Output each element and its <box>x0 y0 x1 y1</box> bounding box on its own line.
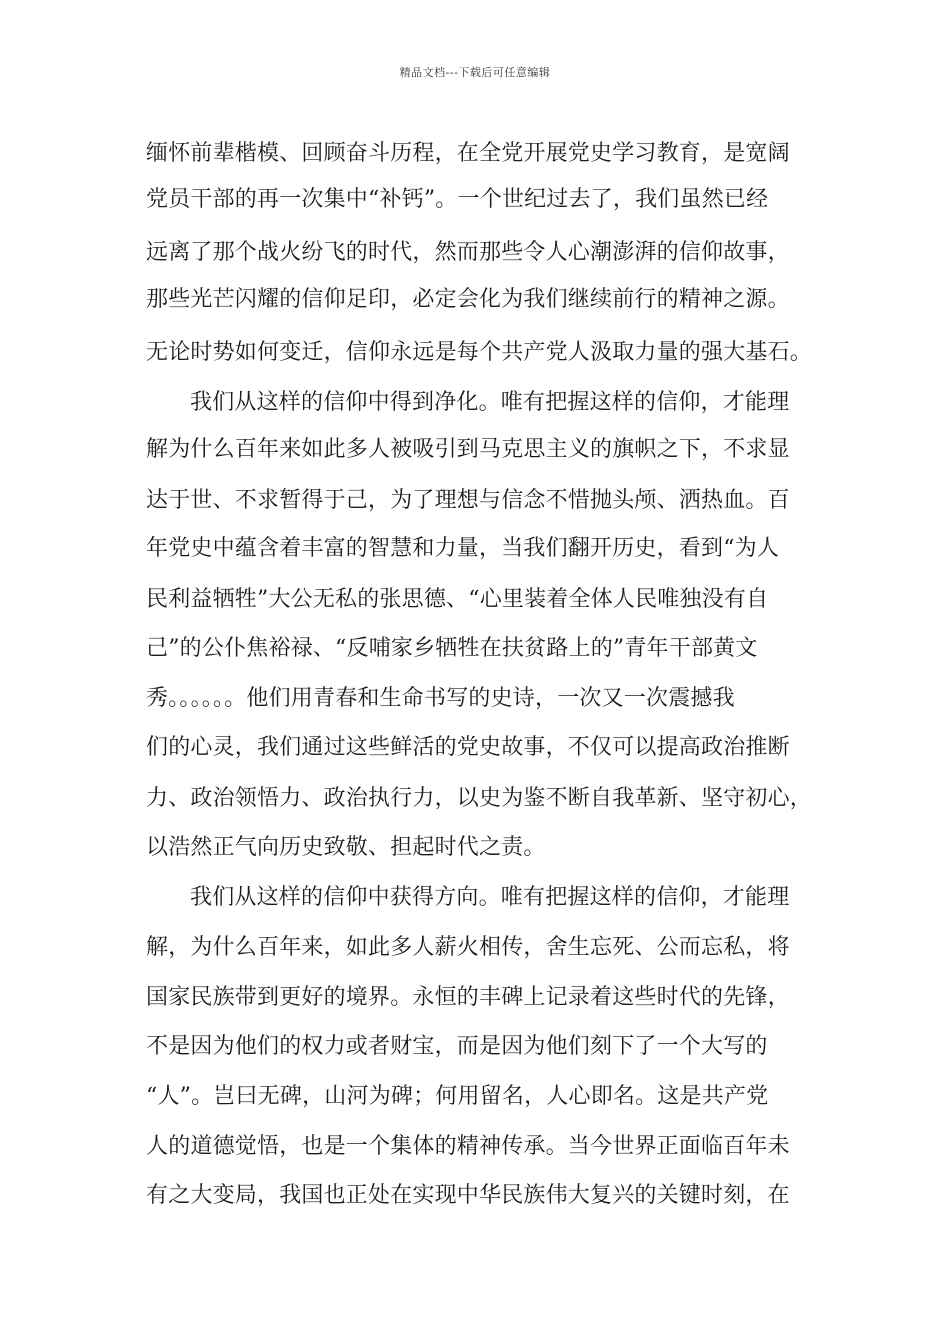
text-line: 年党史中蕴含着丰富的智慧和力量，当我们翻开历史，看到“为人 <box>146 536 780 561</box>
paragraph-first-line: 我们从这样的信仰中得到净化。唯有把握这样的信仰，才能理 <box>190 390 790 415</box>
text-line: 远离了那个战火纷飞的时代，然而那些令人心潮澎湃的信仰故事， <box>146 240 790 265</box>
text-line: “人”。岂曰无碑，山河为碑；何用留名，人心即名。这是共产党 <box>146 1084 769 1109</box>
text-line: 民利益牺牲”大公无私的张思德、“心里装着全体人民唯独没有自 <box>146 587 769 612</box>
text-line: 们的心灵，我们通过这些鲜活的党史故事，不仅可以提高政治推断 <box>146 735 790 760</box>
text-line: 无论时势如何变迁，信仰永远是每个共产党人汲取力量的强大基石。 <box>146 340 813 365</box>
text-line: 那些光芒闪耀的信仰足印，必定会化为我们继续前行的精神之源。 <box>146 287 790 312</box>
text-line: 己”的公仆焦裕禄、“反哺家乡牺牲在扶贫路上的”青年干部黄文 <box>146 636 758 661</box>
text-line: 不是因为他们的权力或者财宝，而是因为他们刻下了一个大写的 <box>146 1034 768 1059</box>
text-line: 解为什么百年来如此多人被吸引到马克思主义的旗帜之下，不求显 <box>146 437 790 462</box>
text-line: 力、政治领悟力、政治执行力，以史为鉴不断自我革新、坚守初心， <box>146 786 813 811</box>
text-line: 以浩然正气向历史致敬、担起时代之责。 <box>146 835 546 860</box>
text-line: 达于世、不求暂得于己，为了理想与信念不惜抛头颅、洒热血。百 <box>146 488 790 513</box>
text-line: 秀。。。。。。他们用青春和生命书写的史诗，一次又一次震撼我 <box>146 686 735 711</box>
text-line: 解，为什么百年来，如此多人薪火相传，舍生忘死、公而忘私，将 <box>146 935 790 960</box>
paragraph-first-line: 我们从这样的信仰中获得方向。唯有把握这样的信仰，才能理 <box>190 885 790 910</box>
text-line: 有之大变局，我国也正处在实现中华民族伟大复兴的关键时刻，在 <box>146 1183 790 1208</box>
text-line: 党员干部的再一次集中“补钙”。一个世纪过去了，我们虽然已经 <box>146 187 769 212</box>
text-line: 人的道德觉悟，也是一个集体的精神传承。当今世界正面临百年未 <box>146 1134 790 1159</box>
text-line: 缅怀前辈楷模、回顾奋斗历程，在全党开展党史学习教育，是宽阔 <box>146 141 790 166</box>
page-header: 精品文档---下载后可任意编辑 <box>399 66 551 79</box>
text-line: 国家民族带到更好的境界。永恒的丰碑上记录着这些时代的先锋， <box>146 985 790 1010</box>
